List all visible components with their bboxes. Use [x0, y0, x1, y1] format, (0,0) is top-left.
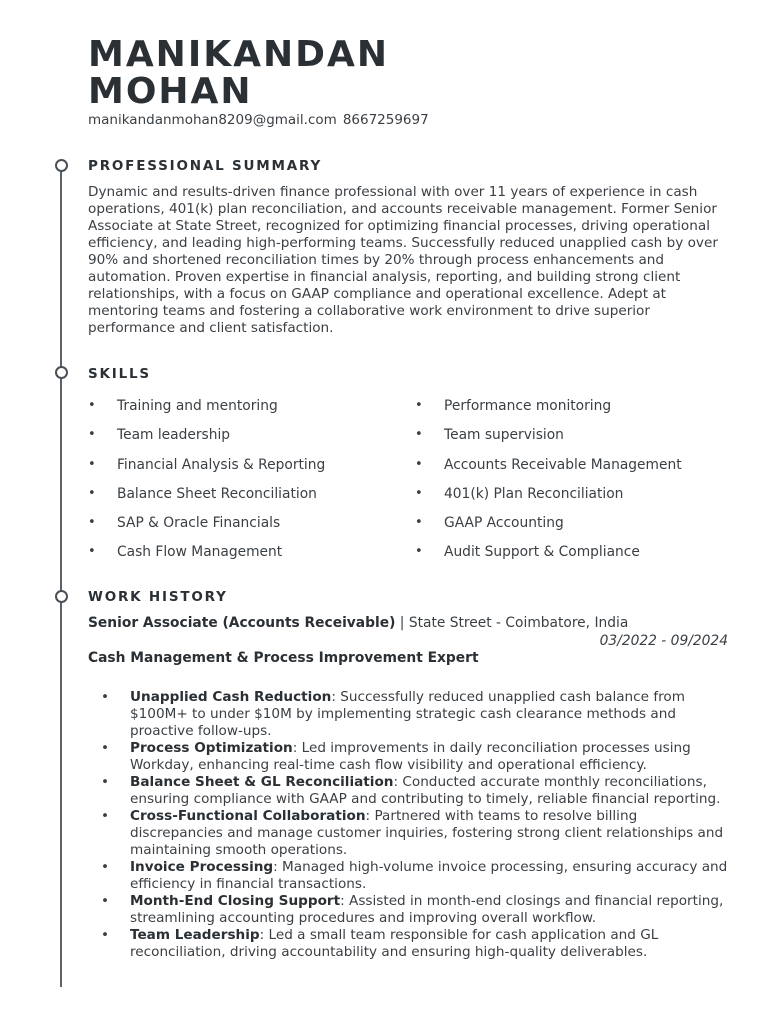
- list-item: [130, 893, 730, 927]
- bullet-text: : Partnered with teams to resolve billing discrepancies and manage customer inquiries, fostering strong client relationships and maintaining smooth operations.: [130, 808, 724, 858]
- first-name: MANIKANDAN: [88, 34, 389, 75]
- bullet-label: Balance Sheet & GL Reconciliation: [130, 774, 394, 790]
- bullet-label: Process Optimization: [130, 740, 293, 756]
- job-header: [88, 615, 628, 631]
- list-item: [130, 859, 730, 893]
- section-heading-skills: SKILLS: [88, 366, 151, 382]
- skill-item: • GAAP Accounting: [415, 513, 738, 542]
- skill-item: • Balance Sheet Reconciliation: [88, 484, 415, 513]
- timeline-node-work: [55, 590, 68, 603]
- candidate-name: [88, 36, 389, 110]
- email-link[interactable]: manikandanmohan8209@gmail.com: [88, 112, 337, 128]
- skill-item: • Training and mentoring: [88, 396, 415, 425]
- bullet-label: Team Leadership: [130, 927, 260, 943]
- contact-line: [88, 112, 429, 128]
- bullet-text: : Assisted in month-end closings and financial reporting, streamlining accounting procedures and improving overall workflow.: [130, 893, 724, 926]
- skill-item: • Performance monitoring: [415, 396, 738, 425]
- list-item: [130, 740, 730, 774]
- last-name: MOHAN: [88, 71, 253, 112]
- timeline-line: [60, 165, 62, 987]
- section-heading-work: WORK HISTORY: [88, 589, 228, 605]
- list-item: [130, 808, 730, 859]
- job-bullets: [130, 689, 730, 961]
- bullet-text: : Led a small team responsible for cash application and GL reconciliation, driving accountability and ensuring high-quality deliverables.: [130, 927, 659, 960]
- section-heading-summary: PROFESSIONAL SUMMARY: [88, 158, 323, 174]
- phone-number: 8667259697: [342, 112, 429, 128]
- bullet-text: : Conducted accurate monthly reconciliations, ensuring compliance with GAAP and contributing to timely, reliable financial reporting.: [130, 774, 721, 807]
- skill-item: • Team leadership: [88, 425, 415, 454]
- bullet-label: Unapplied Cash Reduction: [130, 689, 332, 705]
- job-dates: 03/2022 - 09/2024: [599, 633, 728, 649]
- job-separator: |: [399, 615, 405, 631]
- job-subtitle: Cash Management & Process Improvement Expert: [88, 650, 479, 666]
- skill-item: • SAP & Oracle Financials: [88, 513, 415, 542]
- bullet-text: : Successfully reduced unapplied cash balance from $100M+ to under $10M by implementing strategic cash clearance methods and proactive follow-ups.: [130, 689, 685, 739]
- list-item: [130, 927, 730, 961]
- summary-paragraph: Dynamic and results-driven finance professional with over 11 years of experience in cash operations, 401(k) plan reconciliation, and accounts receivable management. Former Senior Associate at State Street, recognized for optimizing financial processes, driving operational efficiency, and leading high-performing teams. Successfully reduced unapplied cash by over 90% and shortened reconciliation times by 20% through process enhancements and automation. Proven expertise in financial analysis, reporting, and building strong client relationships, with a focus on GAAP compliance and operational excellence. Adept at mentoring teams and fostering a collaborative work environment to drive superior performance and client satisfaction.: [88, 184, 718, 336]
- skills-list: [88, 396, 738, 572]
- skill-item: • Audit Support & Compliance: [415, 542, 738, 571]
- job-company: State Street - Coimbatore, India: [408, 615, 629, 631]
- list-item: [130, 774, 730, 808]
- bullet-label: Invoice Processing: [130, 859, 274, 875]
- bullet-label: Cross-Functional Collaboration: [130, 808, 366, 824]
- bullet-text: : Managed high-volume invoice processing, ensuring accuracy and efficiency in financial transactions.: [130, 859, 728, 892]
- skill-item: • Financial Analysis & Reporting: [88, 455, 415, 484]
- skill-item: • Cash Flow Management: [88, 542, 415, 571]
- timeline-node-skills: [55, 366, 68, 379]
- list-item: [130, 689, 730, 740]
- bullet-text: : Led improvements in daily reconciliation processes using Workday, enhancing real-time cash flow visibility and operational efficiency.: [130, 740, 691, 773]
- skill-item: • Team supervision: [415, 425, 738, 454]
- job-title: Senior Associate (Accounts Receivable): [88, 615, 396, 631]
- skill-item: • 401(k) Plan Reconciliation: [415, 484, 738, 513]
- timeline-node-summary: [55, 159, 68, 172]
- bullet-label: Month-End Closing Support: [130, 893, 341, 909]
- skill-item: • Accounts Receivable Management: [415, 455, 738, 484]
